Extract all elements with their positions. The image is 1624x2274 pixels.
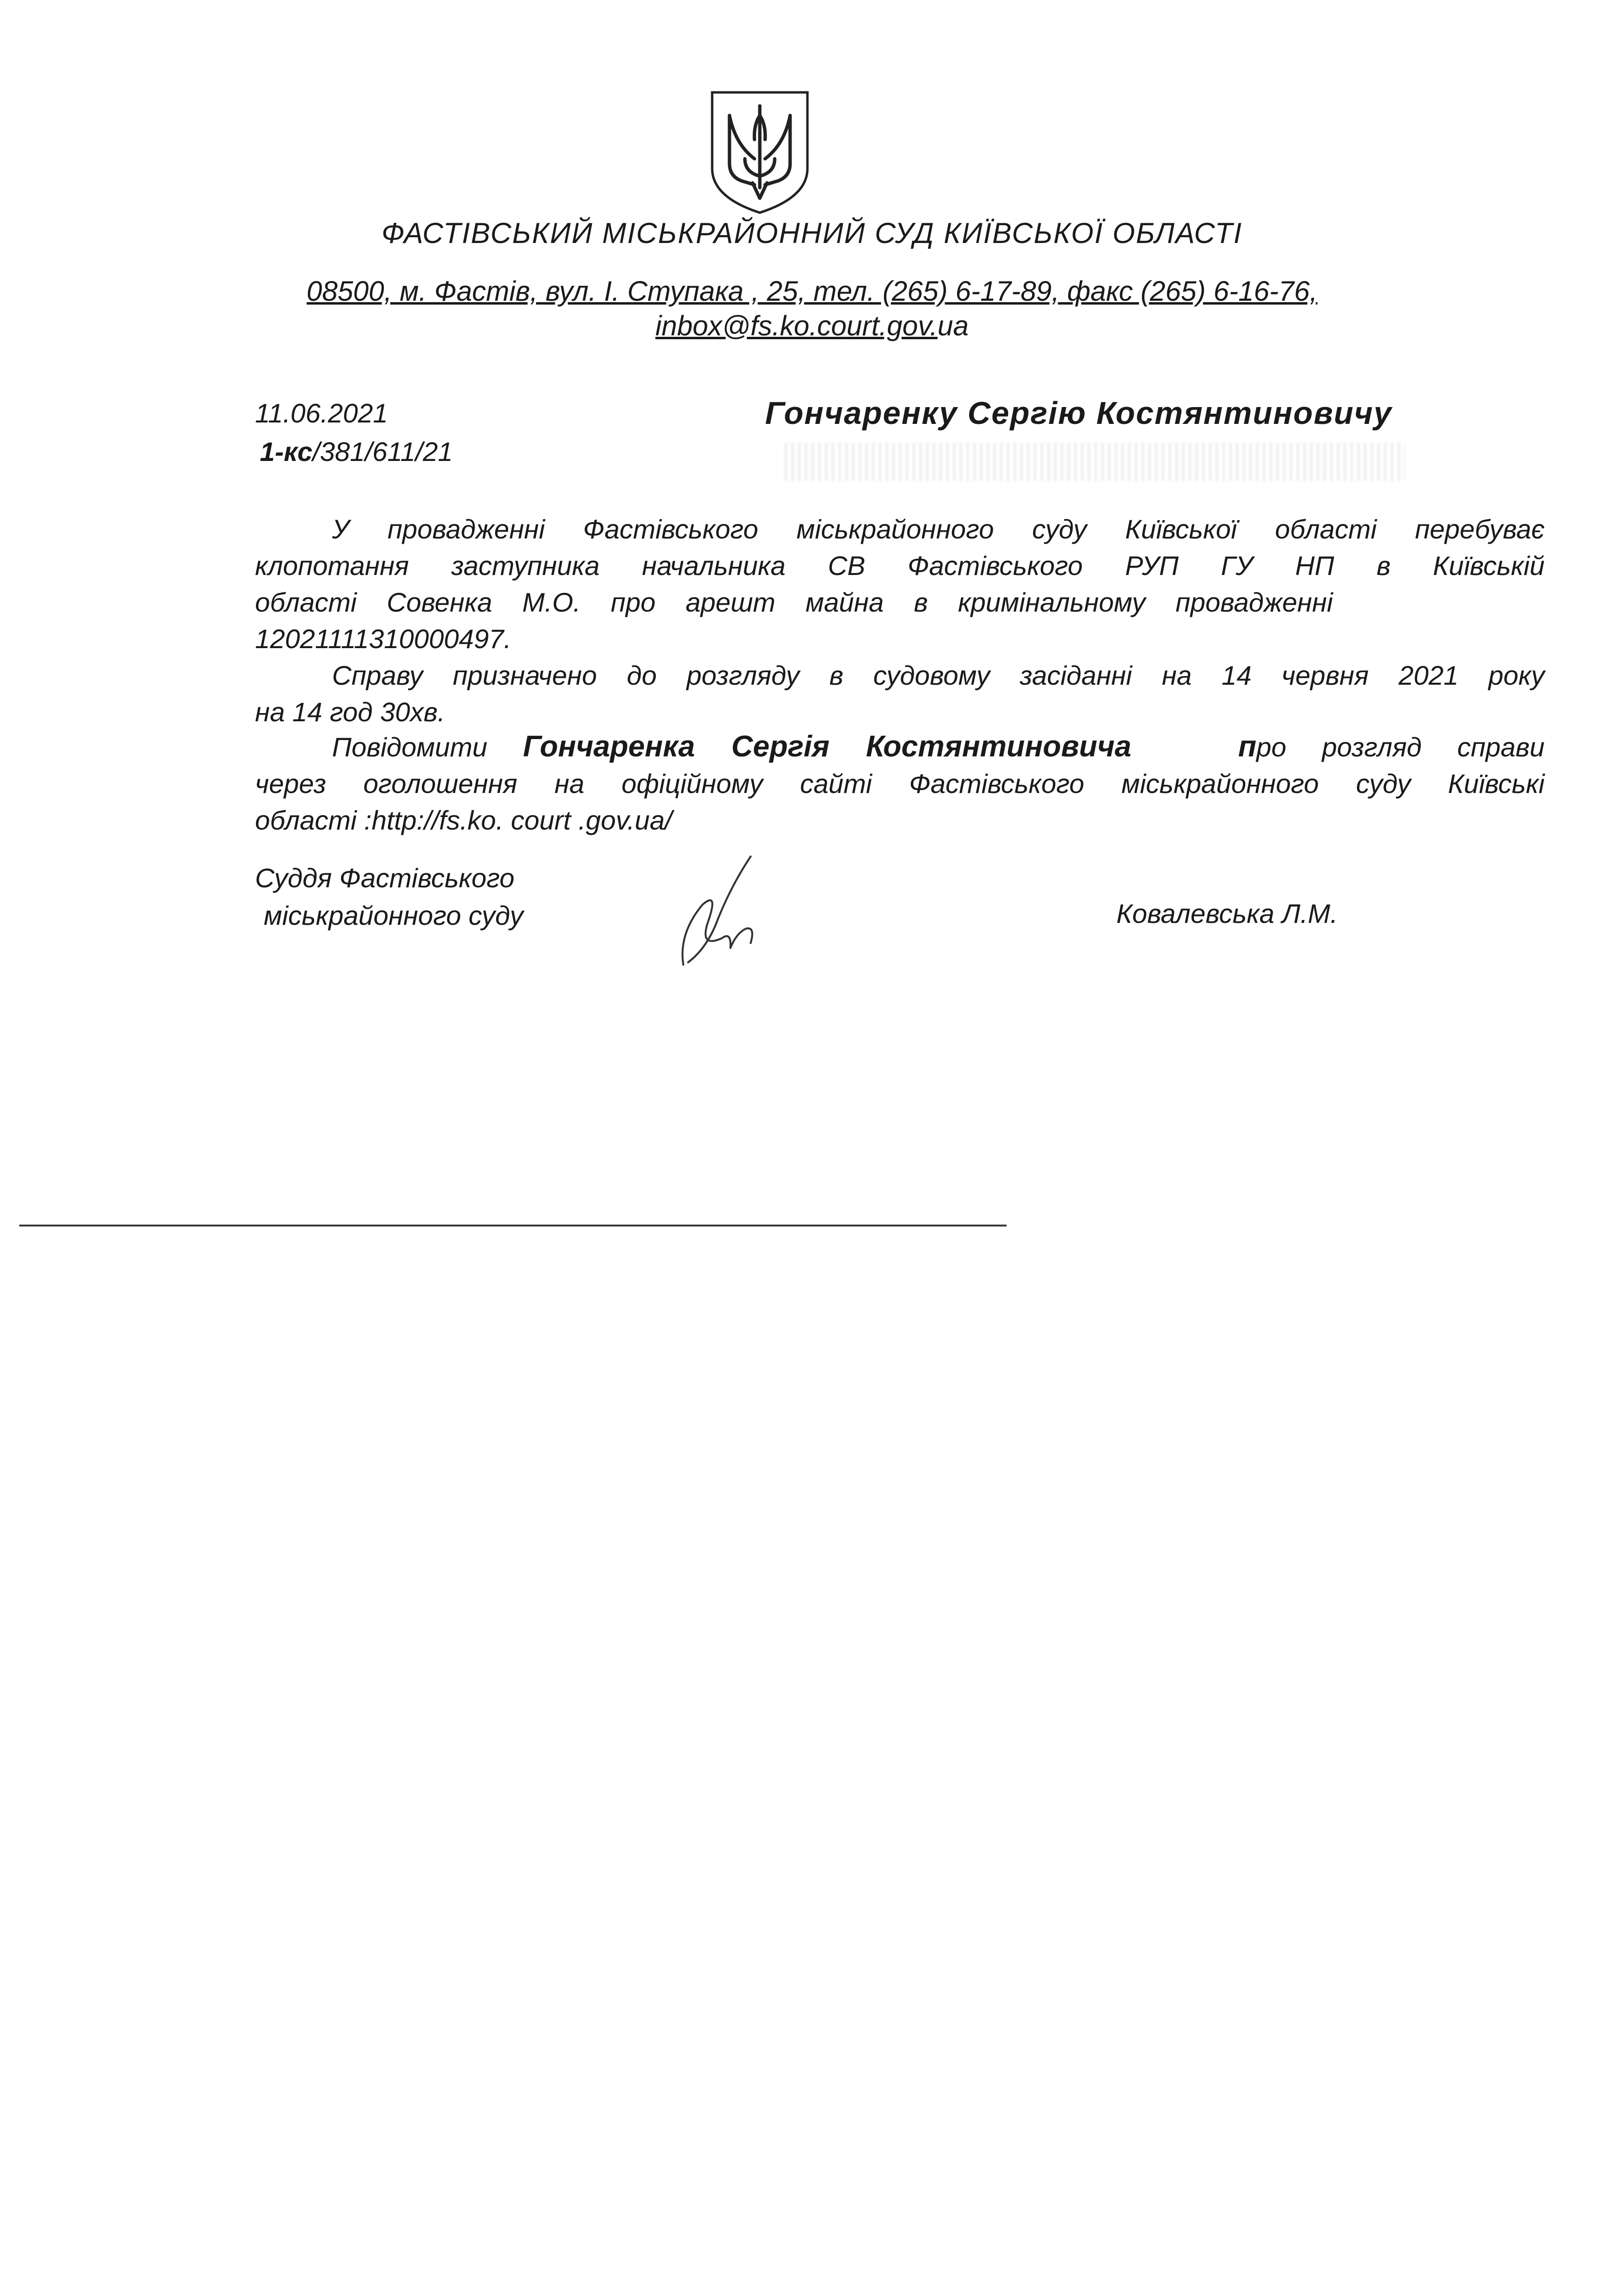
handwritten-signature [674, 852, 770, 967]
notify-prefix: Повідомити [332, 732, 487, 762]
email-link[interactable]: inbox@fs.ko.court.gov. [655, 310, 938, 342]
redacted-address [784, 443, 1405, 481]
paragraph-line [255, 728, 1545, 766]
paragraph-line: Справу призначено до розгляду в судовому засіданні на 14 червня 2021 року [332, 660, 1545, 690]
paragraph-line: 12021111310000497. [255, 624, 511, 654]
address-line: 08500, м. Фастів, вул. І. Ступака , 25, тел. (265) 6-17-89, факс (265) 6-16-76, [307, 276, 1317, 307]
recipient-name: Гончаренку Сергію Костянтиновичу [765, 395, 1393, 431]
paragraph-line: клопотання заступника начальника СВ Фастівського РУП ГУ НП в Київській [255, 550, 1545, 581]
email-suffix: ua [937, 310, 969, 342]
trident-emblem-icon [706, 87, 813, 216]
judge-title [255, 859, 523, 934]
case-number-suffix: /381/611/21 [312, 436, 453, 467]
paragraph-line: області Совенка М.О. про арешт майна в кримінальному провадженні [255, 587, 1333, 617]
notify-person-name: Гончаренка Сергія Костянтиновича [523, 730, 1132, 763]
court-name: ФАСТІВСЬКИЙ МІСЬКРАЙОННИЙ СУД КИЇВСЬКОЇ ОБЛАСТІ [381, 217, 1243, 249]
case-number-prefix: 1-кс [260, 436, 313, 467]
paragraph-proceedings [255, 511, 1545, 657]
court-address [0, 274, 1624, 344]
paragraph-line: через оголошення на офіційному сайті Фастівського міськрайонного суду Київські [255, 768, 1545, 799]
paragraph-hearing [255, 657, 1545, 730]
judge-name: Ковалевська Л.М. [1116, 898, 1338, 929]
paragraph-line: на 14 год 30хв. [255, 697, 446, 727]
paragraph-line: області :http://fs.ko. court .gov.ua/ [255, 805, 672, 835]
bottom-divider [19, 1225, 1007, 1226]
paragraph-line: У провадженні Фастівського міськрайонного суду Київської області перебуває [332, 514, 1545, 544]
document-date: 11.06.2021 [255, 398, 388, 428]
judge-title-line: Суддя Фастівського [255, 863, 515, 893]
case-number [260, 436, 453, 467]
paragraph-notify [255, 728, 1545, 839]
judge-title-line: міськрайонного суду [264, 900, 524, 931]
notify-bold-letter: п [1238, 730, 1257, 763]
notify-suffix: ро розгляд справи [1256, 732, 1545, 762]
